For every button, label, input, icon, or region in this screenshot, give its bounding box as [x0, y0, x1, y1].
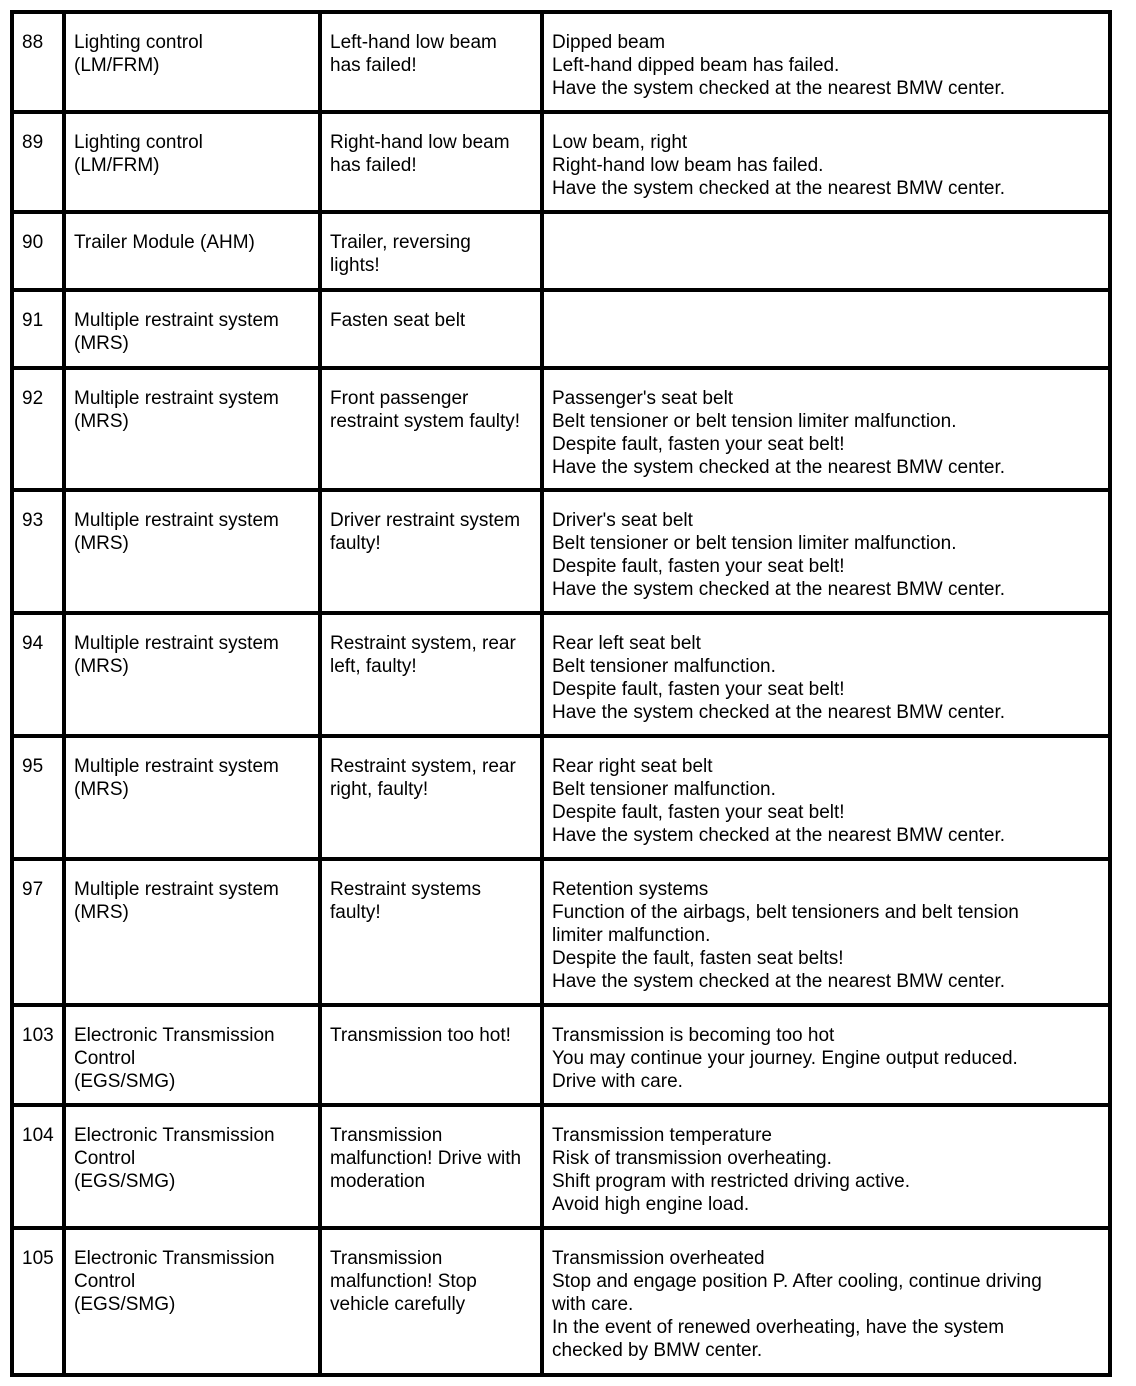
- details-line: Drive with care.: [552, 1071, 683, 1092]
- system-line: Lighting control: [74, 132, 203, 153]
- details-line: Belt tensioner or belt tension limiter malfunction.: [552, 533, 957, 554]
- message-number-cell: 95: [12, 736, 64, 859]
- system-line: Multiple restraint system: [74, 879, 279, 900]
- system-line: (LM/FRM): [74, 155, 160, 176]
- system-line: (EGS/SMG): [74, 1294, 176, 1315]
- message-cell: [320, 1228, 542, 1375]
- details-cell: [542, 1228, 1110, 1375]
- table-row: [12, 368, 1110, 490]
- details-cell: [542, 859, 1110, 1005]
- system-cell: [64, 112, 320, 212]
- message-line: Driver restraint system: [330, 510, 521, 531]
- message-cell: [320, 736, 542, 859]
- details-line: Transmission temperature: [552, 1125, 772, 1146]
- details-cell: [542, 1005, 1110, 1105]
- details-line: Avoid high engine load.: [552, 1194, 750, 1215]
- message-line: has failed!: [330, 55, 417, 76]
- system-line: (MRS): [74, 333, 129, 354]
- message-cell: [320, 859, 542, 1005]
- message-line: faulty!: [330, 902, 381, 923]
- message-line: Fasten seat belt: [330, 310, 466, 331]
- system-line: (MRS): [74, 533, 129, 554]
- details-line: Retention systems: [552, 879, 709, 900]
- system-cell: [64, 1105, 320, 1228]
- system-cell: [64, 212, 320, 290]
- message-cell: [320, 490, 542, 613]
- details-line: Dipped beam: [552, 32, 666, 53]
- system-line: (MRS): [74, 779, 129, 800]
- system-line: (MRS): [74, 902, 129, 923]
- message-number-cell: 105: [12, 1228, 64, 1375]
- message-line: Restraint system, rear: [330, 756, 516, 777]
- table-row: [12, 1105, 1110, 1228]
- message-line: Transmission too hot!: [330, 1025, 511, 1046]
- message-cell: [320, 613, 542, 736]
- message-cell: [320, 12, 542, 112]
- details-cell: [542, 290, 1110, 368]
- table-row: [12, 859, 1110, 1005]
- system-line: (MRS): [74, 656, 129, 677]
- message-number-cell: 94: [12, 613, 64, 736]
- details-line: Stop and engage position P. After cooling, continue driving: [552, 1271, 1042, 1292]
- message-cell: [320, 1105, 542, 1228]
- system-line: Electronic Transmission: [74, 1125, 275, 1146]
- details-line: Transmission overheated: [552, 1248, 765, 1269]
- system-line: Electronic Transmission: [74, 1025, 275, 1046]
- details-line: Risk of transmission overheating.: [552, 1148, 832, 1169]
- details-cell: [542, 368, 1110, 490]
- message-line: Front passenger: [330, 388, 469, 409]
- details-line: Shift program with restricted driving active.: [552, 1171, 910, 1192]
- system-cell: [64, 736, 320, 859]
- system-line: Electronic Transmission: [74, 1248, 275, 1269]
- check-control-table: [10, 10, 1112, 1377]
- message-number-cell: 104: [12, 1105, 64, 1228]
- details-line: Have the system checked at the nearest BMW center.: [552, 579, 1006, 600]
- table-row: [12, 613, 1110, 736]
- message-line: vehicle carefully: [330, 1294, 466, 1315]
- system-line: (MRS): [74, 411, 129, 432]
- message-number-cell: 93: [12, 490, 64, 613]
- details-line: Transmission is becoming too hot: [552, 1025, 835, 1046]
- details-line: limiter malfunction.: [552, 925, 711, 946]
- details-line: In the event of renewed overheating, have the system: [552, 1317, 1005, 1338]
- message-line: restraint system faulty!: [330, 411, 521, 432]
- system-line: (EGS/SMG): [74, 1171, 176, 1192]
- table-row: [12, 490, 1110, 613]
- message-line: moderation: [330, 1171, 426, 1192]
- message-line: Right-hand low beam: [330, 132, 510, 153]
- message-number-cell: 89: [12, 112, 64, 212]
- details-line: Despite fault, fasten your seat belt!: [552, 679, 845, 700]
- details-cell: [542, 736, 1110, 859]
- table-row: [12, 736, 1110, 859]
- details-cell: [542, 490, 1110, 613]
- message-number-cell: 97: [12, 859, 64, 1005]
- details-line: Have the system checked at the nearest BMW center.: [552, 178, 1006, 199]
- details-cell: [542, 1105, 1110, 1228]
- system-line: Multiple restraint system: [74, 756, 279, 777]
- details-line: Rear right seat belt: [552, 756, 713, 777]
- message-cell: [320, 212, 542, 290]
- message-line: left, faulty!: [330, 656, 417, 677]
- details-line: Have the system checked at the nearest BMW center.: [552, 971, 1006, 992]
- details-line: Despite fault, fasten your seat belt!: [552, 556, 845, 577]
- system-cell: [64, 12, 320, 112]
- message-line: malfunction! Drive with: [330, 1148, 522, 1169]
- details-line: checked by BMW center.: [552, 1340, 763, 1361]
- system-cell: [64, 290, 320, 368]
- details-cell: [542, 613, 1110, 736]
- message-number-cell: 90: [12, 212, 64, 290]
- system-line: Control: [74, 1148, 136, 1169]
- message-cell: [320, 290, 542, 368]
- details-line: Driver's seat belt: [552, 510, 693, 531]
- message-cell: [320, 112, 542, 212]
- system-cell: [64, 859, 320, 1005]
- message-line: malfunction! Stop: [330, 1271, 477, 1292]
- details-cell: [542, 212, 1110, 290]
- details-line: Function of the airbags, belt tensioners and belt tension: [552, 902, 1019, 923]
- system-line: Multiple restraint system: [74, 310, 279, 331]
- system-cell: [64, 490, 320, 613]
- system-cell: [64, 613, 320, 736]
- system-cell: [64, 1228, 320, 1375]
- details-line: with care.: [552, 1294, 634, 1315]
- table-body: [12, 12, 1110, 1375]
- details-line: Have the system checked at the nearest BMW center.: [552, 78, 1006, 99]
- details-line: Have the system checked at the nearest BMW center.: [552, 457, 1006, 478]
- message-line: lights!: [330, 255, 380, 276]
- system-line: Trailer Module (AHM): [74, 232, 255, 253]
- system-line: Control: [74, 1271, 136, 1292]
- system-line: Multiple restraint system: [74, 388, 279, 409]
- details-line: Low beam, right: [552, 132, 688, 153]
- message-number-cell: 88: [12, 12, 64, 112]
- details-line: You may continue your journey. Engine output reduced.: [552, 1048, 1018, 1069]
- details-line: Belt tensioner malfunction.: [552, 779, 776, 800]
- table-row: [12, 290, 1110, 368]
- system-cell: [64, 1005, 320, 1105]
- message-line: Left-hand low beam: [330, 32, 497, 53]
- details-line: Despite fault, fasten your seat belt!: [552, 434, 845, 455]
- details-cell: [542, 112, 1110, 212]
- details-line: Despite fault, fasten your seat belt!: [552, 802, 845, 823]
- message-line: Restraint systems: [330, 879, 481, 900]
- details-line: Passenger's seat belt: [552, 388, 734, 409]
- table-row: [12, 212, 1110, 290]
- details-line: Right-hand low beam has failed.: [552, 155, 824, 176]
- message-number-cell: 92: [12, 368, 64, 490]
- message-line: right, faulty!: [330, 779, 429, 800]
- system-line: (EGS/SMG): [74, 1071, 176, 1092]
- table-row: [12, 12, 1110, 112]
- system-line: Multiple restraint system: [74, 510, 279, 531]
- message-number-cell: 103: [12, 1005, 64, 1105]
- table-row: [12, 112, 1110, 212]
- message-cell: [320, 368, 542, 490]
- message-number-cell: 91: [12, 290, 64, 368]
- table-row: [12, 1228, 1110, 1375]
- details-cell: [542, 12, 1110, 112]
- details-line: Belt tensioner or belt tension limiter malfunction.: [552, 411, 957, 432]
- message-line: faulty!: [330, 533, 381, 554]
- details-line: Belt tensioner malfunction.: [552, 656, 776, 677]
- system-line: Control: [74, 1048, 136, 1069]
- details-line: Have the system checked at the nearest BMW center.: [552, 825, 1006, 846]
- system-line: Multiple restraint system: [74, 633, 279, 654]
- system-line: (LM/FRM): [74, 55, 160, 76]
- system-line: Lighting control: [74, 32, 203, 53]
- message-line: Restraint system, rear: [330, 633, 516, 654]
- details-line: Left-hand dipped beam has failed.: [552, 55, 840, 76]
- message-cell: [320, 1005, 542, 1105]
- message-line: Trailer, reversing: [330, 232, 471, 253]
- details-line: Despite the fault, fasten seat belts!: [552, 948, 844, 969]
- message-line: has failed!: [330, 155, 417, 176]
- message-line: Transmission: [330, 1248, 443, 1269]
- details-line: Have the system checked at the nearest BMW center.: [552, 702, 1006, 723]
- system-cell: [64, 368, 320, 490]
- table-row: [12, 1005, 1110, 1105]
- message-line: Transmission: [330, 1125, 443, 1146]
- details-line: Rear left seat belt: [552, 633, 701, 654]
